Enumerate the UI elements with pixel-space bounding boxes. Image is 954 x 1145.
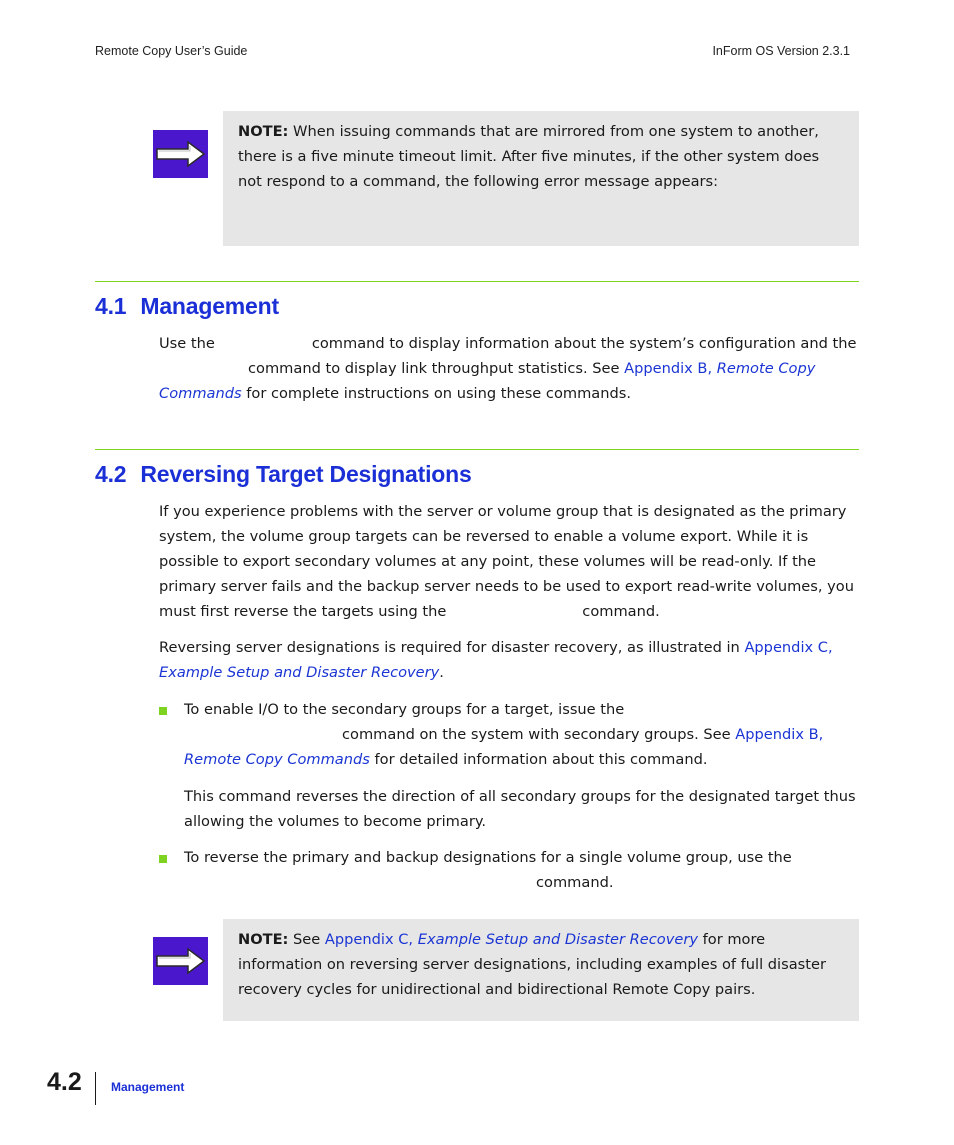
running-header-title: Remote Copy User’s Guide [95, 44, 248, 58]
section-divider [95, 281, 859, 282]
text-run: for complete instructions on using these commands. [246, 385, 632, 402]
text-run: command to display information about the system’s configuration and the [311, 335, 857, 352]
page-number: 4.2 [47, 1068, 82, 1096]
reversing-paragraph-1 [159, 499, 859, 624]
note-label: NOTE: [238, 931, 289, 948]
reversing-paragraph-2 [159, 635, 859, 685]
text-run: for more information on reversing server designations, including examples of full disaster recovery cycles for unidirectional and bidirectional Remote Copy pairs. [238, 931, 826, 998]
link-appendix-c[interactable]: Appendix C, [324, 931, 414, 948]
section-divider [95, 449, 859, 450]
text-run: command. [582, 603, 660, 620]
text-run: for detailed information about this command. [374, 751, 708, 768]
text-run: If you experience problems with the server or volume group that is designated as the primary system, the volume group targets can be reversed to enable a volume export. While it is possible to export secondary volumes at any point, these volumes will be read-only. If the primary server fails and the backup server needs to be used to export read-write volumes, you must first reverse the targets using the [159, 503, 854, 620]
link-example-setup[interactable]: Example Setup and Disaster Recovery [159, 664, 440, 681]
text-run: command. [536, 874, 614, 891]
section-number: 4.1 [95, 293, 127, 319]
bullet-item-reverse-group [184, 845, 859, 895]
note-arrow-icon [153, 130, 208, 178]
note-body: When issuing commands that are mirrored from one system to another, there is a five minute timeout limit. After five minutes, if the other system does not respond to a command, the following error message appears: [238, 123, 820, 190]
text-run: Reversing server designations is required for disaster recovery, as illustrated in [159, 639, 740, 656]
link-appendix-b[interactable]: Appendix B, [624, 360, 713, 377]
footer-divider [95, 1072, 96, 1105]
note-label: NOTE: [238, 123, 289, 140]
bullet-marker [159, 707, 167, 715]
bullet-marker [159, 855, 167, 863]
text-run: See [293, 931, 321, 948]
text-run: To enable I/O to the secondary groups for a target, issue the [184, 701, 625, 718]
bullet-item-enable-io-detail: This command reverses the direction of all secondary groups for the designated target thus allowing the volumes to become primary. [184, 788, 856, 830]
footer-section-label: Management [111, 1080, 185, 1094]
link-remote-copy-commands[interactable]: Remote Copy Commands [184, 751, 370, 768]
running-header-version: InForm OS Version 2.3.1 [712, 44, 850, 58]
note-text [238, 119, 845, 194]
note-box-disaster-recovery [223, 919, 859, 1021]
text-run: Use the [159, 335, 215, 352]
link-appendix-c[interactable]: Appendix C, [744, 639, 833, 656]
text-run: To reverse the primary and backup designations for a single volume group, use the [184, 849, 792, 866]
link-appendix-b[interactable]: Appendix B, [735, 726, 824, 743]
note-text [238, 927, 845, 1002]
bullet-item-enable-io [184, 697, 859, 772]
section-heading-management [95, 293, 279, 320]
text-run: command on the system with secondary groups. See [342, 726, 731, 743]
link-example-setup[interactable]: Example Setup and Disaster Recovery [417, 931, 698, 948]
text-run: command to display link throughput statistics. See [248, 360, 620, 377]
link-remote-copy-commands[interactable]: Remote Copy Commands [159, 360, 816, 402]
section-title: Management [140, 293, 279, 319]
text-run: . [439, 664, 444, 681]
note-arrow-icon [153, 937, 208, 985]
section-title: Reversing Target Designations [140, 461, 472, 487]
note-box-timeout [223, 111, 859, 246]
management-paragraph [159, 331, 859, 406]
section-number: 4.2 [95, 461, 127, 487]
section-heading-reversing [95, 461, 472, 488]
